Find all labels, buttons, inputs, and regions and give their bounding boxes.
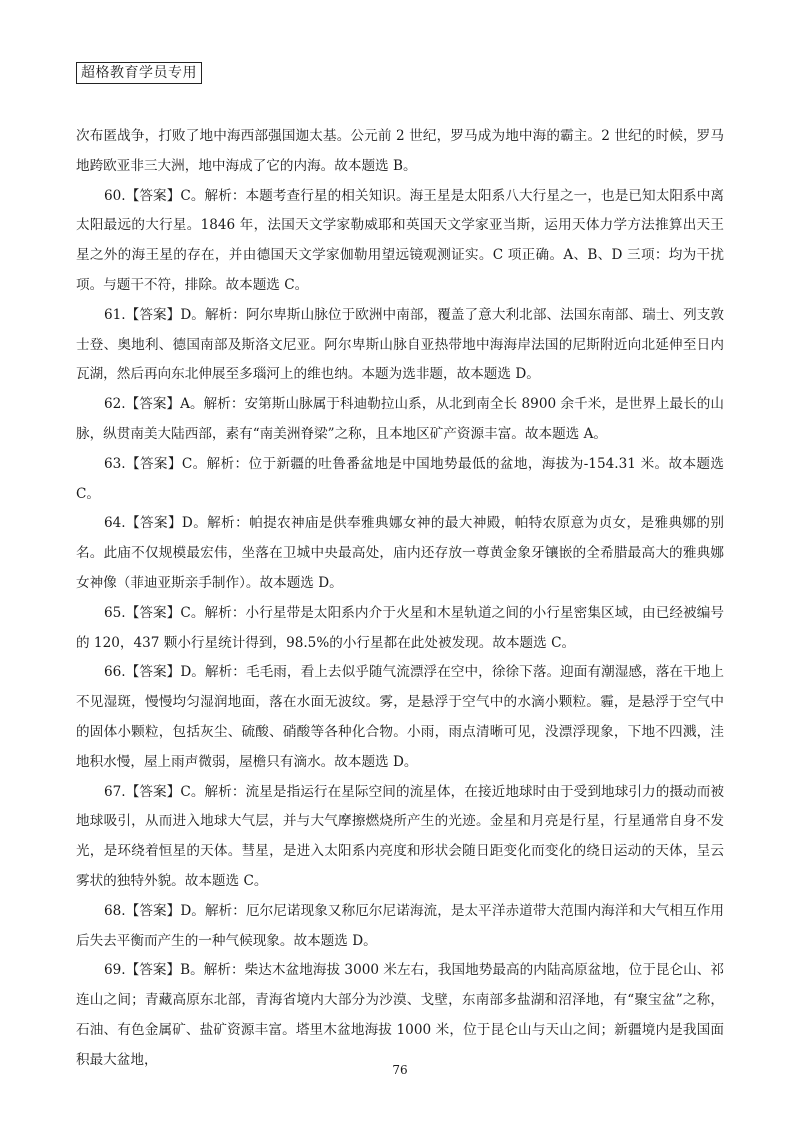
- page-number: 76: [392, 1063, 408, 1077]
- answer-paragraph-66: 66.【答案】D。解析：毛毛雨，看上去似乎随气流漂浮在空中，徐徐下落。迎面有潮湿感，落在干地上不见湿斑，慢慢均匀湿润地面，落在水面无波纹。雾，是悬浮于空气中的水滴小颗粒。霾，是悬浮于空气中的固体小颗粒，包括灰尘、硫酸、硝酸等各种化合物。小雨，雨点清晰可见，没漂浮现象，下地不四溅，洼地积水慢，屋上雨声微弱，屋檐只有滴水。故本题选 D。: [76, 664, 724, 770]
- answer-paragraph-65: 65.【答案】C。解析：小行星带是太阳系内介于火星和木星轨道之间的小行星密集区域，由已经被编号的 120，437 颗小行星统计得到，98.5%的小行星都在此处被发现。故本题选 C。: [76, 604, 724, 651]
- answer-paragraph-63: 63.【答案】C。解析：位于新疆的吐鲁番盆地是中国地势最低的盆地，海拔为-154.31 米。故本题选 C。: [76, 455, 724, 502]
- answer-paragraph-69: 69.【答案】B。解析：柴达木盆地海拔 3000 米左右，我国地势最高的内陆高原盆地，位于昆仑山、祁连山之间；青藏高原东北部，青海省境内大部分为沙漠、戈壁，东南部多盐湖和沼泽地，有“聚宝盆”之称，石油、有色金属矿、盐矿资源丰富。塔里木盆地海拔 1000 米，位于昆仑山与天山之间；新疆境内是我国面积最大盆地，: [76, 962, 724, 1068]
- answer-paragraph-61: 61.【答案】D。解析：阿尔卑斯山脉位于欧洲中南部，覆盖了意大利北部、法国东南部、瑞士、列支敦士登、奥地利、德国南部及斯洛文尼亚。阿尔卑斯山脉自亚热带地中海海岸法国的尼斯附近向北延伸至日内瓦湖，然后再向东北伸展至多瑙河上的维也纳。本题为选非题，故本题选 D。: [76, 306, 724, 383]
- intro-paragraph: 次布匿战争，打败了地中海西部强国迦太基。公元前 2 世纪，罗马成为地中海的霸主。2 世纪的时候，罗马地跨欧亚非三大洲，地中海成了它的内海。故本题选 B。: [76, 128, 724, 174]
- answer-paragraph-64: 64.【答案】D。解析：帕提农神庙是供奉雅典娜女神的最大神殿，帕特农原意为贞女，是雅典娜的别名。此庙不仅规模最宏伟，坐落在卫城中央最高处，庙内还存放一尊黄金象牙镶嵌的全希腊最高大的雅典娜女神像（菲迪亚斯亲手制作）。故本题选 D。: [76, 515, 724, 591]
- answer-paragraph-60: 60.【答案】C。解析：本题考查行星的相关知识。海王星是太阳系八大行星之一，也是已知太阳系中离太阳最远的大行星。1846 年，法国天文学家勒威耶和英国天文学家亚当斯，运用天体力学方法推算出天王星之外的海王星的存在，并由德国天文学家伽勒用望远镜观测证实。C 项正确。A、B、D 三项：均为干扰项。与题干不符，排除。故本题选 C。: [76, 187, 724, 293]
- header-label: 超格教育学员专用: [76, 62, 202, 84]
- answer-paragraph-62: 62.【答案】A。解析：安第斯山脉属于科迪勒拉山系，从北到南全长 8900 余千米，是世界上最长的山脉，纵贯南美大陆西部，素有“南美洲脊梁”之称，且本地区矿产资源丰富。故本题选 A。: [76, 396, 724, 442]
- answer-paragraph-67: 67.【答案】C。解析：流星是指运行在星际空间的流星体，在接近地球时由于受到地球引力的摄动而被地球吸引，从而进入地球大气层，并与大气摩擦燃烧所产生的光迹。金星和月亮是行星，行星通常自身不发光，是环绕着恒星的天体。彗星，是进入太阳系内亮度和形状会随日距变化而变化的绕日运动的天体，呈云雾状的独特外貌。故本题选 C。: [76, 783, 724, 889]
- document-body: [76, 122, 724, 1076]
- answer-paragraph-68: 68.【答案】D。解析：厄尔尼诺现象又称厄尔尼诺海流，是太平洋赤道带大范围内海洋和大气相互作用后失去平衡而产生的一种气候现象。故本题选 D。: [76, 902, 724, 949]
